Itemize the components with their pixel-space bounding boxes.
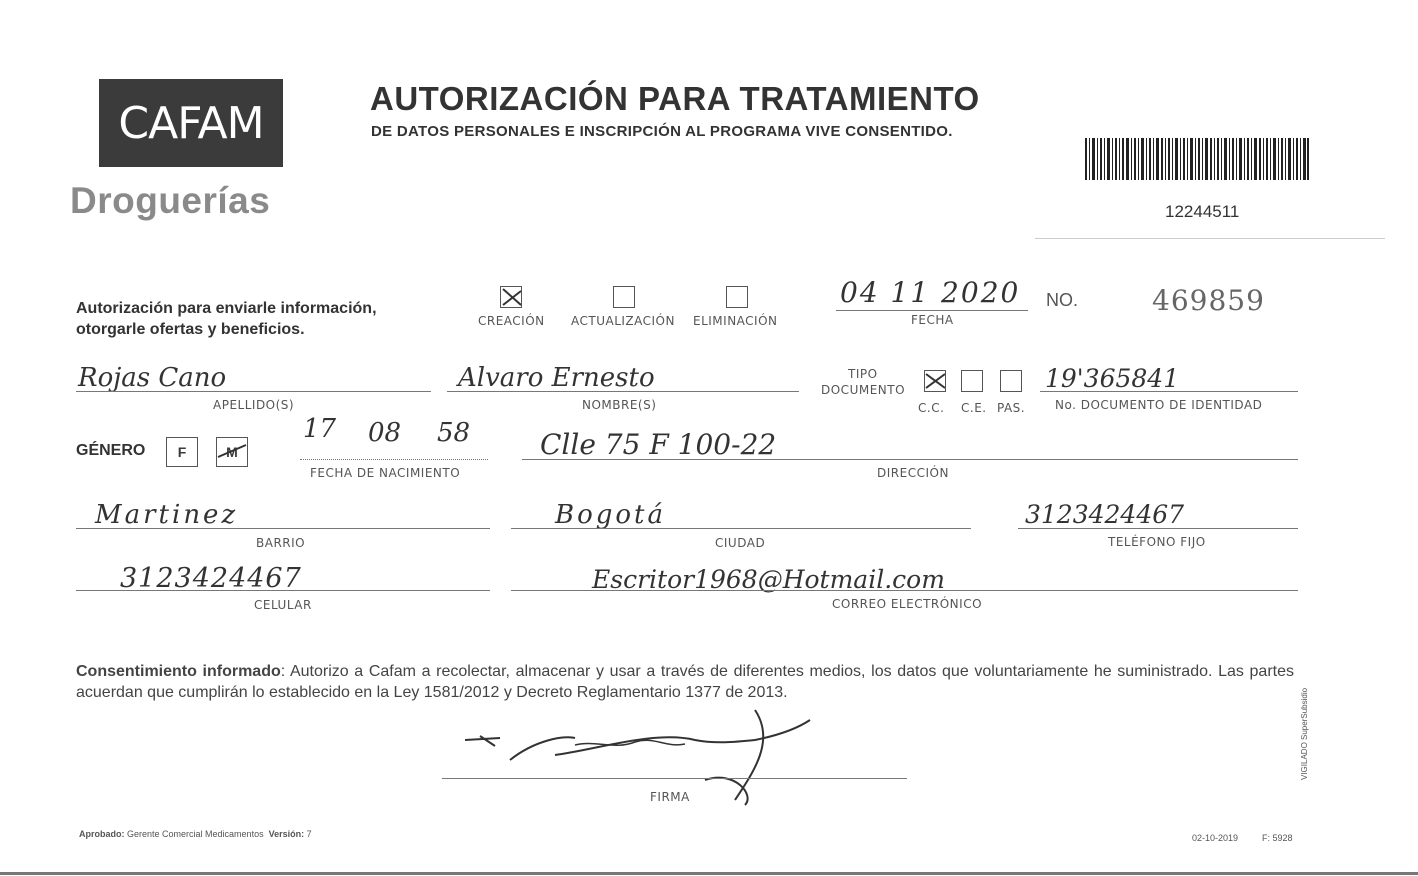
nacimiento-year[interactable]: 58	[437, 418, 471, 448]
firma-line	[442, 778, 907, 779]
fecha-line	[836, 310, 1028, 311]
eliminacion-label: ELIMINACIÓN	[693, 314, 778, 328]
consent-title: Consentimiento informado	[76, 663, 281, 680]
nombres-line	[447, 391, 799, 392]
creacion-checkbox[interactable]	[500, 286, 522, 308]
checkmark-icon	[501, 287, 523, 309]
barcode-icon	[1085, 138, 1310, 190]
consent-paragraph	[76, 661, 1294, 703]
actualizacion-label: ACTUALIZACIÓN	[571, 314, 675, 328]
bottom-edge	[0, 872, 1418, 875]
barrio-line	[76, 528, 490, 529]
barrio-value[interactable]: Martinez	[95, 500, 239, 530]
correo-value[interactable]: Escritor1968@Hotmail.com	[592, 565, 945, 594]
barrio-label: BARRIO	[256, 536, 306, 550]
tipo-label: TIPO	[848, 367, 878, 381]
serial-number: 469859	[1152, 284, 1265, 317]
cafam-logo	[99, 79, 283, 167]
documento-number-label: No. DOCUMENTO DE IDENTIDAD	[1055, 398, 1263, 412]
documento-line	[1040, 391, 1298, 392]
cc-checkbox[interactable]	[924, 370, 946, 392]
logo-text: CAFAM	[118, 97, 264, 149]
version-value: 7	[306, 829, 312, 839]
barcode-number: 12244511	[1165, 202, 1240, 221]
footer-date-code: 02-10-2019	[1192, 833, 1239, 843]
aprobado-label: Aprobado:	[79, 829, 125, 839]
celular-value[interactable]: 3123424467	[120, 563, 302, 594]
genero-f-box[interactable]: F	[166, 437, 198, 467]
telefono-value[interactable]: 3123424467	[1025, 500, 1185, 529]
nombres-value[interactable]: Alvaro Ernesto	[458, 363, 655, 393]
consent-text: : Autorizo a Cafam a recolectar, almacenar y usar a través de diferentes medios, los datos que voluntariamente he suministrado. Las partes acuerdan que cumplirán lo establecido en la Ley 1581/2012 y Decreto Reglamentario 1377 de 2013.	[76, 663, 1294, 701]
divider	[1035, 238, 1385, 239]
page-subtitle: DE DATOS PERSONALES E INSCRIPCIÓN AL PROGRAMA VIVE CONSENTIDO.	[371, 123, 953, 140]
apellidos-label: APELLIDO(S)	[213, 398, 295, 412]
ciudad-value[interactable]: Bogotá	[555, 500, 667, 530]
checkmark-icon	[216, 437, 248, 467]
aprobado-value: Gerente Comercial Medicamentos	[127, 829, 264, 839]
genero-label: GÉNERO	[76, 442, 146, 459]
apellidos-value[interactable]: Rojas Cano	[78, 363, 227, 393]
ce-label: C.E.	[961, 401, 987, 415]
creacion-label: CREACIÓN	[478, 314, 545, 328]
documento-label: DOCUMENTO	[821, 383, 906, 397]
celular-line	[76, 590, 490, 591]
pas-label: PAS.	[997, 401, 1026, 415]
actualizacion-checkbox[interactable]	[613, 286, 635, 308]
correo-label: CORREO ELECTRÓNICO	[832, 597, 983, 611]
page-title: AUTORIZACIÓN PARA TRATAMIENTO	[370, 80, 980, 117]
direccion-value[interactable]: Clle 75 F 100-22	[540, 428, 777, 461]
telefono-line	[1018, 528, 1298, 529]
no-label: NO.	[1046, 290, 1079, 310]
firma-label: FIRMA	[650, 790, 690, 804]
footer-form-code: F: 5928	[1262, 833, 1293, 843]
nacimiento-line	[300, 459, 488, 460]
cc-label: C.C.	[918, 401, 945, 415]
direccion-line	[522, 459, 1298, 460]
apellidos-line	[76, 391, 431, 392]
nacimiento-label: FECHA DE NACIMIENTO	[310, 466, 461, 480]
signature-scribble	[455, 700, 835, 810]
side-vigilado-text: VIGILADO SuperSubsidio	[1300, 687, 1309, 780]
version-label: Versión:	[268, 829, 305, 839]
direccion-label: DIRECCIÓN	[877, 466, 949, 480]
nacimiento-month[interactable]: 08	[368, 418, 402, 448]
checkmark-icon	[925, 371, 947, 393]
ce-checkbox[interactable]	[961, 370, 983, 392]
authorization-intro: Autorización para enviarle información, otorgarle ofertas y beneficios.	[76, 300, 377, 338]
fecha-value[interactable]: 04 11 2020	[840, 276, 1021, 309]
ciudad-line	[511, 528, 971, 529]
nacimiento-day[interactable]: 17	[303, 414, 337, 444]
ciudad-label: CIUDAD	[715, 536, 766, 550]
pas-checkbox[interactable]	[1000, 370, 1022, 392]
correo-line	[511, 590, 1298, 591]
celular-label: CELULAR	[254, 598, 312, 612]
footer-aprobado	[79, 829, 312, 839]
telefono-label: TELÉFONO FIJO	[1108, 535, 1206, 549]
nombres-label: NOMBRE(S)	[582, 398, 657, 412]
genero-m-letter: M	[226, 444, 238, 460]
documento-value[interactable]: 19'365841	[1045, 364, 1180, 393]
fecha-label: FECHA	[911, 313, 954, 327]
logo-subtitle: Droguerías	[70, 180, 271, 221]
eliminacion-checkbox[interactable]	[726, 286, 748, 308]
